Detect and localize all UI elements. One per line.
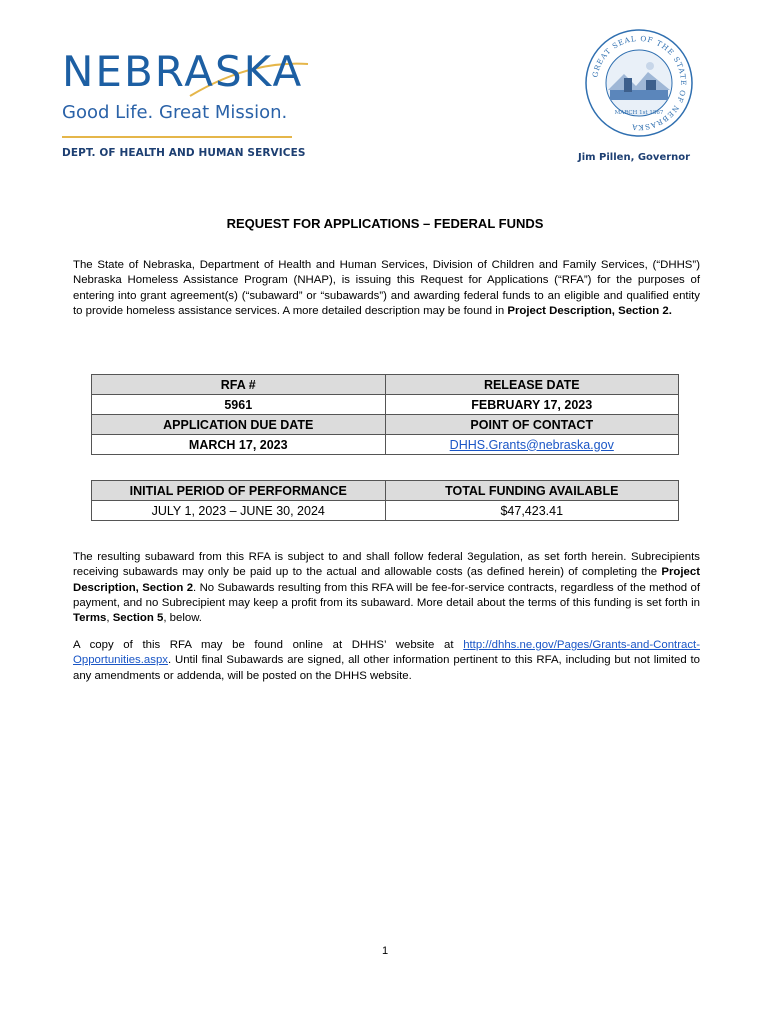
contact-cell — [385, 435, 679, 455]
seal-text: GREAT SEAL OF THE STATE OF NEBRASKA — [590, 33, 689, 133]
due-date-label: APPLICATION DUE DATE — [92, 415, 386, 435]
table-row — [92, 435, 679, 455]
funding-table — [91, 480, 679, 521]
website-paragraph — [73, 638, 700, 684]
state-seal-icon — [584, 28, 694, 138]
rfa-number-label: RFA # — [92, 375, 386, 395]
logo-department: DEPT. OF HEALTH AND HUMAN SERVICES — [62, 147, 306, 159]
table-row — [92, 395, 679, 415]
intro-paragraph — [73, 258, 700, 319]
release-date-label: RELEASE DATE — [385, 375, 679, 395]
logo-divider — [62, 136, 292, 138]
release-date-value: FEBRUARY 17, 2023 — [385, 395, 679, 415]
point-of-contact-label: POINT OF CONTACT — [385, 415, 679, 435]
rfa-number-value: 5961 — [92, 395, 386, 415]
logo-wordmark: NEBRASKA — [62, 47, 304, 96]
table-row — [92, 481, 679, 501]
table-row — [92, 415, 679, 435]
due-date-value: MARCH 17, 2023 — [92, 435, 386, 455]
intro-text: The State of Nebraska, Department of Health and Human Services, Division of Children and Family Services, (“DHHS”) Nebraska Homeless Assistance Program (NHAP), is issuing this Request for Applications (“RFA”) for the purposes of entering into grant agreement(s) (“subaward” or “subawards”) and awarding federal funds to an eligible and qualified entity to provide homeless assistance services. A more detailed description may be found in — [73, 259, 700, 317]
page-number: 1 — [381, 945, 389, 957]
page-title: REQUEST FOR APPLICATIONS – FEDERAL FUNDS — [226, 216, 544, 231]
funding-value: $47,423.41 — [385, 501, 679, 521]
rfa-website-link[interactable]: http://dhhs.ne.gov/Pages/Grants-and-Contract-Opportunities.aspx — [73, 639, 700, 667]
para3-text-1: A copy of this RFA may be found online at DHHS’ website at — [73, 639, 464, 651]
rfa-details-table — [91, 374, 679, 455]
para3-text-2: . Until final Subawards are signed, all other information pertinent to this RFA, including but not limited to any amendments or addenda, will be posted on the DHHS website. — [73, 654, 700, 682]
table-row — [92, 375, 679, 395]
logo-tagline: Good Life. Great Mission. — [62, 102, 288, 123]
nebraska-dhhs-logo — [60, 48, 310, 168]
para2-text-1: The resulting subaward from this RFA is subject to and shall follow federal 3egulation, as set forth herein. Subrecipients receiving subawards may only be paid up to the actual and allowable costs (as defined herein) of completing the — [73, 551, 700, 579]
period-value: JULY 1, 2023 – JUNE 30, 2024 — [92, 501, 386, 521]
contact-email-link[interactable]: DHHS.Grants@nebraska.gov — [449, 437, 614, 452]
governor-name: Jim Pillen, Governor — [578, 152, 691, 163]
para2-text-3: , — [106, 612, 113, 625]
para2-bold-project: Project Description, Section 2 — [73, 566, 700, 594]
seal-date: MARCH 1st 1867 — [614, 110, 664, 116]
intro-section-ref: Project Description, Section 2. — [507, 304, 672, 317]
para2-text-4: , below. — [163, 612, 202, 625]
funding-label: TOTAL FUNDING AVAILABLE — [385, 481, 679, 501]
para2-bold-terms: Terms — [73, 612, 107, 625]
period-label: INITIAL PERIOD OF PERFORMANCE — [92, 481, 386, 501]
table-row — [92, 501, 679, 521]
subaward-paragraph — [73, 550, 700, 626]
para2-bold-section: Section 5 — [112, 612, 164, 625]
para2-text-2: . No Subawards resulting from this RFA will be fee-for-service contracts, regardless of the method of payment, and no Subrecipient may keep a profit from its subaward. More detail about the terms of this funding is set forth in — [73, 581, 701, 609]
